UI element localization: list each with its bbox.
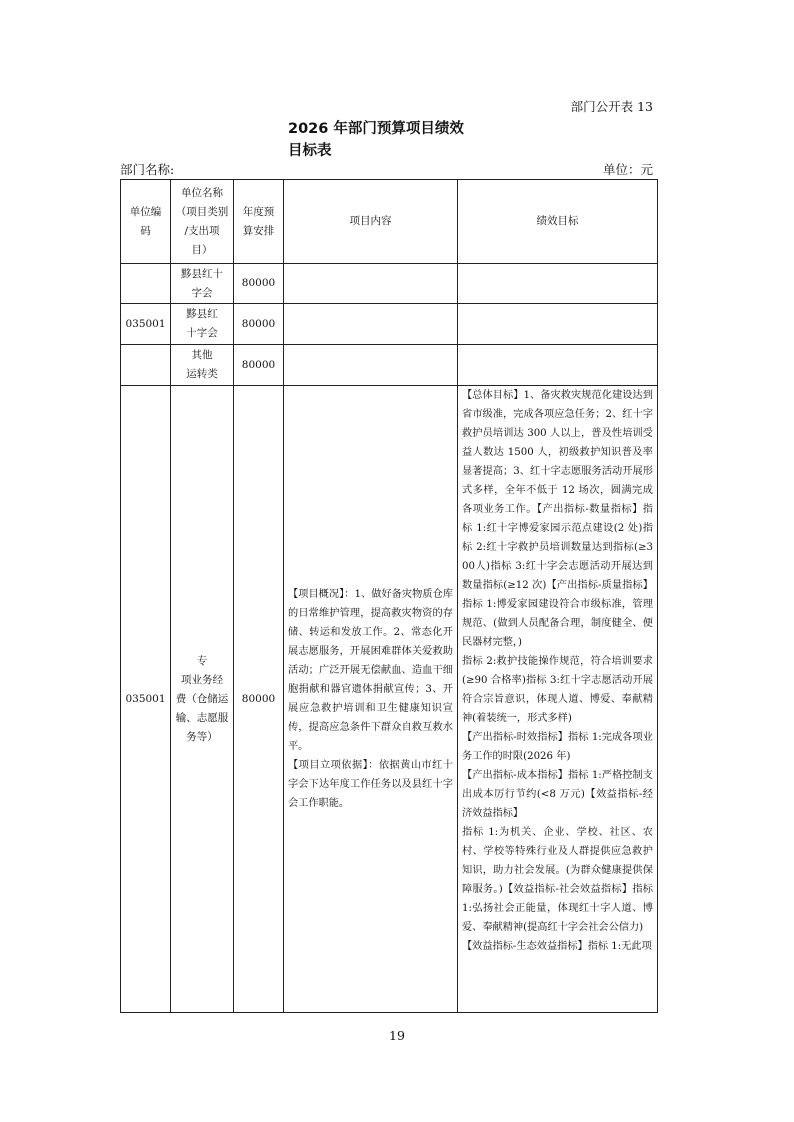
- cell-content: [284, 345, 458, 386]
- cell-budget: 80000: [234, 345, 284, 386]
- cell-code: 035001: [121, 304, 171, 345]
- header-unit-code: 单位编 码: [121, 180, 171, 264]
- table-number: 部门公开表 13: [570, 99, 653, 114]
- cell-project-content: 【项目概况】：1、做好备灾物质仓库的日常维护管理，提高救灾物资的存储、转运和发放工作。2、常态化开展志愿服务，开展困难群体关爱救助活动；广泛开展无偿献血、造血干细胞捐献和器官遗体捐献宣传；3、开展应急救护培训和卫生健康知识宣传，提高应急条件下群众自救互救水平。 【项目立项依据】：依据黄山市红十字会下达年度工作任务以及县红十字会工作职能。: [284, 386, 458, 1013]
- title-line-2: 目标表: [288, 143, 332, 159]
- cell-code: [121, 264, 171, 304]
- title-line-1: 2026 年部门预算项目绩效: [288, 121, 464, 137]
- table-row: [121, 345, 658, 386]
- cell-content: [284, 304, 458, 345]
- cell-name: 其他 运转类: [171, 345, 234, 386]
- cell-name: 黟县红十 字会: [171, 264, 234, 304]
- table-row: [121, 264, 658, 304]
- cell-name: 专 项业务经 费（仓储运 输、志愿服 务等）: [171, 386, 234, 1013]
- page-number: 19: [389, 1028, 405, 1043]
- cell-budget: 80000: [234, 264, 284, 304]
- header-annual-budget: 年度预 算安排: [234, 180, 284, 264]
- cell-goal: [458, 264, 658, 304]
- cell-code: [121, 345, 171, 386]
- unit-label: 单位：元: [602, 162, 653, 177]
- cell-budget: 80000: [234, 386, 284, 1013]
- cell-code: 035001: [121, 386, 171, 1013]
- header-project-content: 项目内容: [284, 180, 458, 264]
- table-row: [121, 304, 658, 345]
- cell-performance-goal: 【总体目标】1、备灾救灾规范化建设达到省市级准，完成各项应急任务；2、红十字救护员培训达 300 人以上，普及性培训受益人数达 1500 人，初级救护知识普及率显著提高；3、红十字志愿服务活动开展形式多样，全年不低于 12 场次，圆满完成各项业务工作。【产出指标-数量指标】指标 1:红十字博爱家园示范点建设(2 处)指标 2:红十字救护员培训数量达到指标(≥300人)指标 3:红十字会志愿活动开展达到数量指标(≥12 次)【产出指标-质量指标】指标 1:博爱家园建设符合市级标准，管理规范、(做到人员配备合理，制度健全、便民器材完整，) 指标 2:救护技能操作规范，符合培训要求(≥90 合格率)指标 3:红十字志愿活动开展符合宗旨意识，体现人道、博爱、奉献精神(着装统一，形式多样) 【产出指标-时效指标】指标 1:完成各项业务工作的时限(2026 年) 【产出指标-成本指标】指标 1:严格控制支出成本厉行节约(<8 万元)【效益指标-经济效益指标】 指标 1:为机关、企业、学校、社区、农村、学校等特殊行业及人群提供应急救护知识，助力社会发展。(为群众健康提供保障服务。)【效益指标-社会效益指标】指标1:弘扬社会正能量，体现红十字人道、博爱、奉献精神(提高红十字会社会公信力) 【效益指标-生态效益指标】指标 1:无此项: [458, 386, 658, 1013]
- department-label: 部门名称:: [120, 162, 175, 177]
- performance-table: [120, 179, 658, 1013]
- cell-goal: [458, 345, 658, 386]
- table-header-row: [121, 180, 658, 264]
- header-performance-goal: 绩效目标: [458, 180, 658, 264]
- cell-goal: [458, 304, 658, 345]
- page-title: [288, 118, 488, 162]
- cell-name: 黟县红 十字会: [171, 304, 234, 345]
- table-row-project: [121, 386, 658, 1013]
- cell-budget: 80000: [234, 304, 284, 345]
- cell-content: [284, 264, 458, 304]
- header-unit-name: 单位名称 （项目类别 /支出项 目）: [171, 180, 234, 264]
